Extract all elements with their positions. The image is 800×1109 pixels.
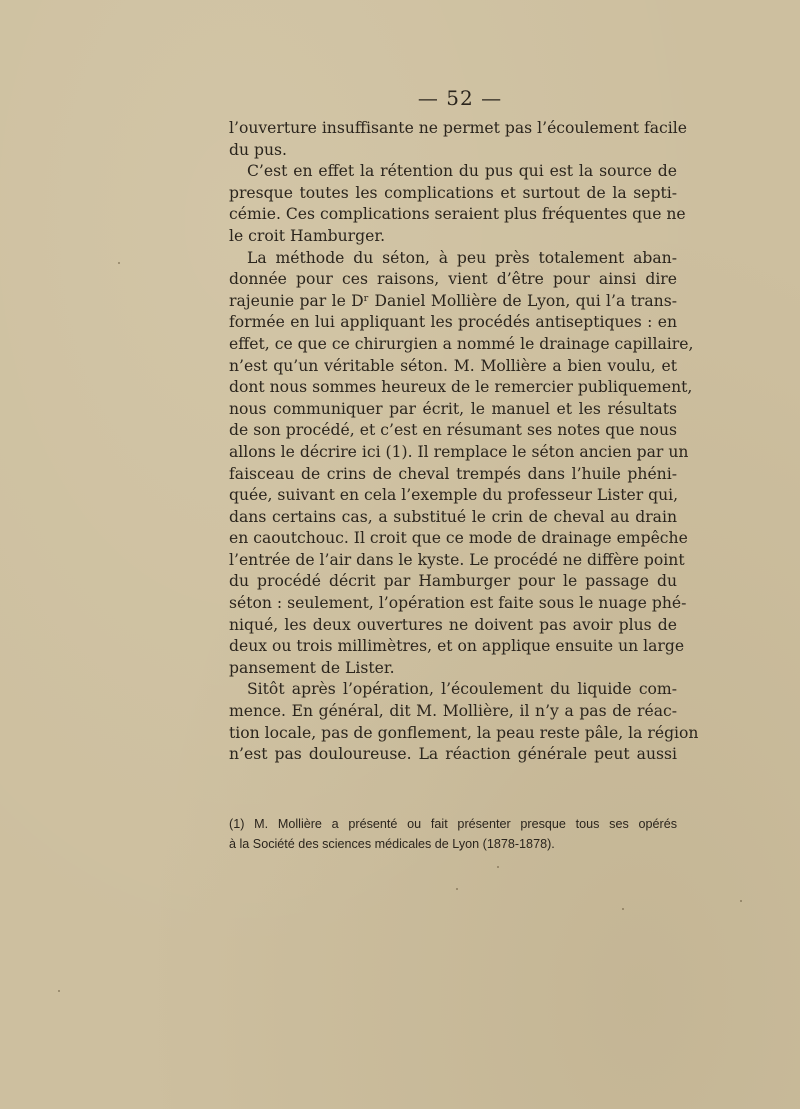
text-line: n’est qu’un véritable séton. M. Mollière a bien voulu, et xyxy=(229,356,677,375)
text-line: donnée pour ces raisons, vient d’être pour ainsi dire xyxy=(229,270,677,289)
text-line: deux ou trois millimètres, et on applique ensuite un large xyxy=(229,637,685,656)
paper-speck xyxy=(740,900,742,902)
text-line: mence. En général, dit M. Mollière, il n’y a pas de réac- xyxy=(229,702,677,721)
text-line: le croit Hamburger. xyxy=(229,226,386,245)
text-line: nous communiquer par écrit, le manuel et les résultats xyxy=(229,399,677,418)
text-line: C’est en effet la rétention du pus qui est la source de xyxy=(247,162,677,181)
text-line: tion locale, pas de gonflement, la peau reste pâle, la région xyxy=(229,723,699,742)
text-line: n’est pas douloureuse. La réaction générale peut aussi xyxy=(229,745,677,764)
text-line: en caoutchouc. Il croit que ce mode de drainage empêche xyxy=(229,529,688,548)
footnote-line: (1) M. Mollière a présenté ou fait présenter presque tous ses opérés xyxy=(229,817,677,831)
paper-speck xyxy=(58,990,60,992)
footnote-line: à la Société des sciences médicales de Lyon (1878-1878). xyxy=(229,837,555,851)
text-line: niqué, les deux ouvertures ne doivent pas avoir plus de xyxy=(229,615,677,634)
text-line: cémie. Ces complications seraient plus fréquentes que ne xyxy=(229,205,686,224)
text-line: Sitôt après l’opération, l’écoulement du liquide com- xyxy=(247,680,677,699)
text-line: séton : seulement, l’opération est faite sous le nuage phé- xyxy=(229,594,687,613)
text-line: rajeunie par le Dʳ Daniel Mollière de Lyon, qui l’a trans- xyxy=(229,291,677,310)
text-line: effet, ce que ce chirurgien a nommé le drainage capillaire, xyxy=(229,334,694,353)
text-line: formée en lui appliquant les procédés antiseptiques : en xyxy=(229,313,677,332)
text-line: quée, suivant en cela l’exemple du professeur Lister qui, xyxy=(229,486,679,505)
text-line: pansement de Lister. xyxy=(229,658,395,677)
text-line: du pus. xyxy=(229,140,287,159)
text-line: faisceau de crins de cheval trempés dans l’huile phéni- xyxy=(229,464,677,483)
text-line: dont nous sommes heureux de le remercier publiquement, xyxy=(229,378,693,397)
text-line: l’entrée de l’air dans le kyste. Le procédé ne diffère point xyxy=(229,550,685,569)
text-line: allons le décrire ici (1). Il remplace le séton ancien par un xyxy=(229,442,689,461)
text-line: du procédé décrit par Hamburger pour le passage du xyxy=(229,572,677,591)
text-line: presque toutes les complications et surtout de la septi- xyxy=(229,183,677,202)
paper-speck xyxy=(497,866,499,868)
text-line: dans certains cas, a substitué le crin de cheval au drain xyxy=(229,507,677,526)
paper-speck xyxy=(456,888,458,890)
text-line: l’ouverture insuffisante ne permet pas l’écoulement facile xyxy=(229,119,687,137)
paper-speck xyxy=(118,262,120,264)
body-text xyxy=(229,118,699,766)
page-number: — 52 — xyxy=(417,86,503,110)
footnote xyxy=(229,814,677,854)
paper-speck xyxy=(622,908,624,910)
text-line: de son procédé, et c’est en résumant ses notes que nous xyxy=(229,421,677,440)
text-line: La méthode du séton, à peu près totalement aban- xyxy=(247,248,677,267)
